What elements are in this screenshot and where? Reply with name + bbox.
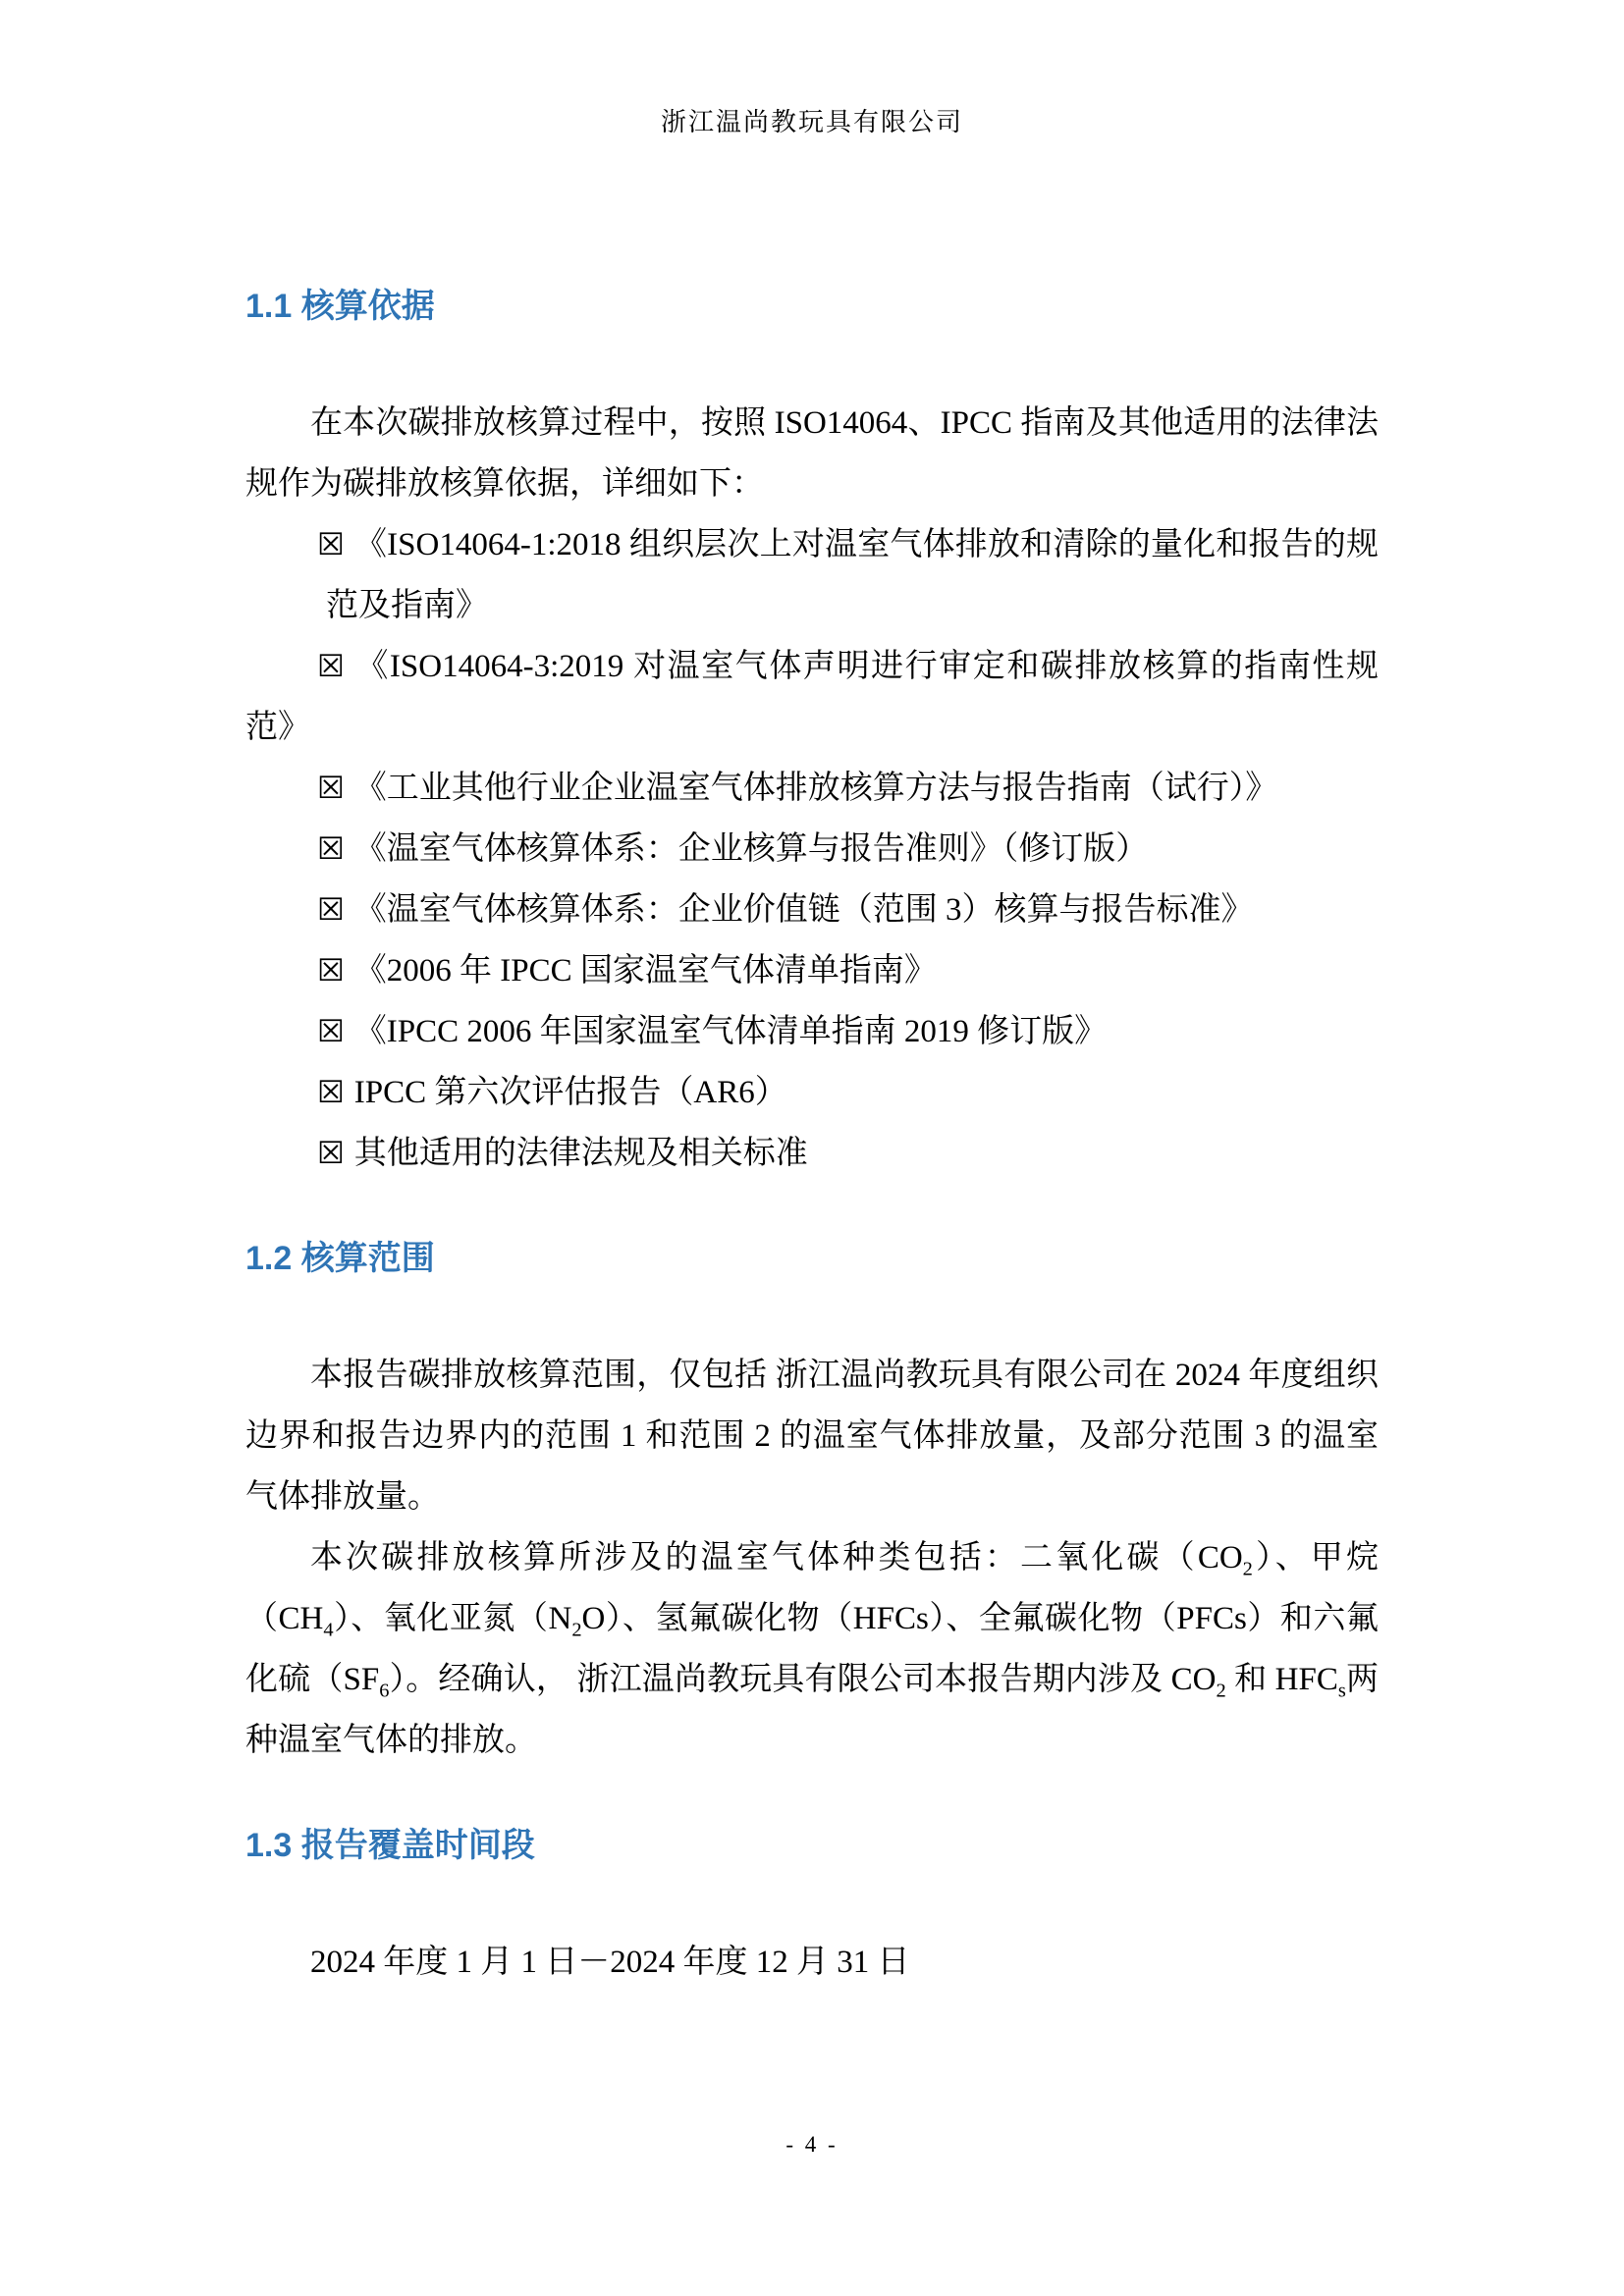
accounting-basis-list [245, 514, 1379, 1184]
checkbox-checked-icon: ☒ [317, 892, 345, 928]
section-heading-1-3: 1.3 报告覆盖时间段 [245, 1827, 535, 1864]
checkbox-checked-icon: ☒ [317, 1136, 345, 1171]
section-heading-1-1: 1.1 核算依据 [245, 288, 435, 325]
content-area [245, 283, 1379, 1993]
list-item [245, 819, 1379, 880]
list-item-text: 《ISO14064-1:2018 组织层次上对温室气体排放和清除的量化和报告的规范及指南》 [326, 527, 1379, 623]
list-item-text: 《ISO14064-3:2019 对温室气体声明进行审定和碳排放核算的指南性规范》 [245, 649, 1379, 745]
list-item [245, 940, 1379, 1001]
page-header-company-name: 浙江温尚教玩具有限公司 [660, 108, 963, 136]
checkbox-checked-icon: ☒ [317, 1014, 345, 1049]
list-item-text: 其他适用的法律法规及相关标准 [353, 1136, 808, 1171]
paragraph-accounting-basis-intro: 在本次碳排放核算过程中，按照 ISO14064、IPCC 指南及其他适用的法律法规作为碳排放核算依据，详细如下： [245, 405, 1379, 502]
list-item-text: 《IPCC 2006 年国家温室气体清单指南 2019 修订版》 [353, 1014, 1108, 1049]
list-item [245, 636, 1379, 758]
list-item [245, 1001, 1379, 1062]
paragraph-greenhouse-gas-types: 本次碳排放核算所涉及的温室气体种类包括：二氧化碳$(CO_2)$、甲烷$(CH_4)$、氧化亚氮$(N_2O)$、氢氟碳化物（HFCs）、全氟碳化物（PFCs）和六氟化硫$(SF_6)$。经确认， 浙江温尚教玩具有限公司本报告期内涉及 $CO_2$ 和 $HFC_s$两种温室气体的排放。 [245, 1540, 1380, 1758]
list-item [245, 758, 1379, 819]
list-item [245, 1062, 1379, 1123]
checkbox-checked-icon: ☒ [317, 831, 345, 867]
section-heading-1-2: 1.2 核算范围 [245, 1240, 435, 1277]
paragraph-reporting-period: 2024 年度 1 月 1 日－2024 年度 12 月 31 日 [310, 1945, 910, 1980]
list-item-text: 《2006 年 IPCC 国家温室气体清单指南》 [353, 953, 937, 988]
checkbox-checked-icon: ☒ [317, 649, 345, 684]
list-item-text: 《工业其他行业企业温室气体排放核算方法与报告指南（试行）》 [353, 771, 1278, 806]
list-item [245, 514, 1379, 636]
list-item-text: IPCC 第六次评估报告（AR6） [353, 1075, 787, 1110]
checkbox-checked-icon: ☒ [317, 771, 345, 806]
list-item-text: 《温室气体核算体系：企业价值链（范围 3）核算与报告标准》 [353, 892, 1254, 928]
checkbox-checked-icon: ☒ [317, 527, 345, 562]
list-item-text: 《温室气体核算体系：企业核算与报告准则》（修订版） [353, 831, 1149, 867]
page-number: - 4 - [785, 2132, 839, 2157]
checkbox-checked-icon: ☒ [317, 1075, 345, 1110]
list-item [245, 880, 1379, 940]
checkbox-checked-icon: ☒ [317, 953, 345, 988]
paragraph-accounting-scope: 本报告碳排放核算范围，仅包括 浙江温尚教玩具有限公司在 2024 年度组织边界和报告边界内的范围 1 和范围 2 的温室气体排放量，及部分范围 3 的温室气体排放量。 [245, 1358, 1379, 1515]
list-item [245, 1123, 1379, 1184]
